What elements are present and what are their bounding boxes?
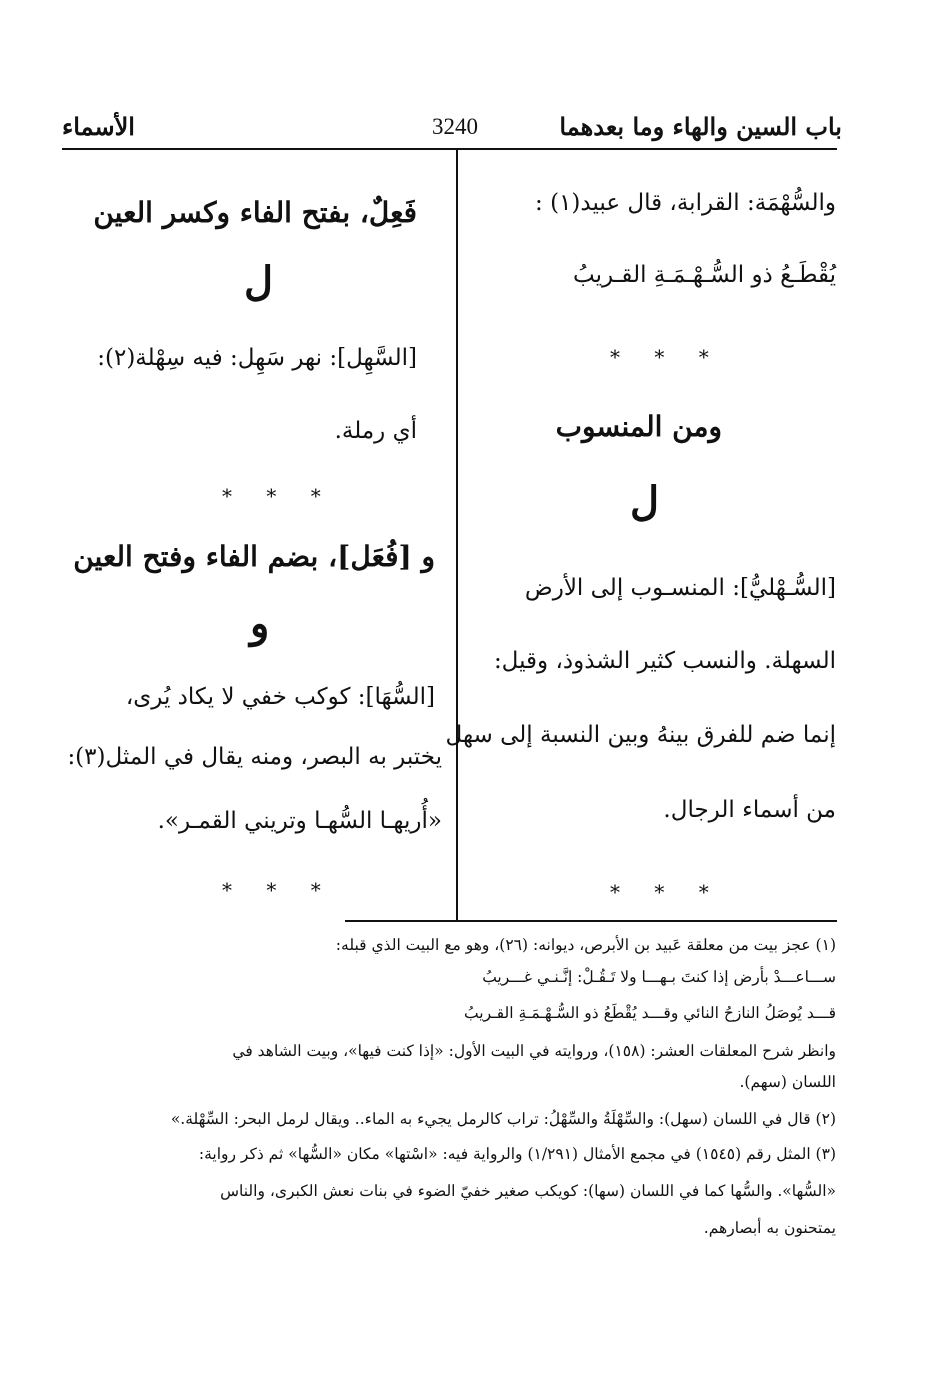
footnote-text-line: اللسان (سهم). (739, 1073, 836, 1091)
footnote-text-line: وانظر شرح المعلقات العشر: (١٥٨)، وروايته في البيت الأول: «إذا كنت فيها»، وبيت الشاهد في (232, 1042, 836, 1060)
header-chapter-title: الأسماء (62, 112, 135, 141)
footnote-1: (١) عجز بيت من معلقة عَبيد بن الأبرص، ديوانه: (٢٦)، وهو مع البيت الذي قبله: (335, 936, 836, 954)
entry-text-line: يختبر به البصر، ومنه يقال في المثل(٣): (67, 744, 442, 770)
separator-stars: * * * (610, 880, 723, 904)
section-heading-fual: و [فُعَل]، بضم الفاء وفتح العين (73, 540, 435, 573)
entry-sahil-line: [السَّهِل]: نهر سَهِل: فيه سِهْلة(٢): (97, 345, 417, 371)
footnote-2: (٢) قال في اللسان (سهل): والسِّهْلَةُ والسِّهْلُ: تراب كالرمل يجيء به الماء.. ويقال لرمل البحر: السِّهْلة.» (170, 1110, 836, 1128)
root-letter-lam: ل (244, 258, 274, 305)
entry-text-line: أي رملة. (334, 418, 417, 444)
header-section-title: باب السين والهاء وما بعدهما (559, 112, 842, 141)
entry-sahma-line: والسُّهْمَة: القرابة، قال عبيد(١) : (535, 190, 836, 216)
section-heading-mansub: ومن المنسوب (555, 410, 722, 443)
verse-line: يُقْطَـعُ ذو السُّـهْـمَـةِ القـريبُ (573, 262, 836, 288)
entry-text-line: السهلة. والنسب كثير الشذوذ، وقيل: (493, 648, 836, 674)
entry-text-line: من أسماء الرجال. (663, 797, 836, 823)
footnote-verse: قـــد يُوصَلُ النازحُ النائي وقـــد يُقْطَعُ ذو السُّـهْـمَـةِ القـريبُ (464, 1004, 836, 1022)
separator-stars: * * * (610, 345, 723, 369)
root-letter-lam: ل (630, 478, 660, 525)
root-letter-waw: و (250, 600, 270, 647)
footnote-rule (345, 920, 837, 922)
entry-text-line: إنما ضم للفرق بينهُ وبين النسبة إلى سهل (445, 722, 836, 748)
column-divider (456, 150, 458, 920)
page-number: 3240 (432, 114, 478, 139)
entry-suha-line: [السُّهَا]: كوكب خفي لا يكاد يُرى، (125, 684, 435, 710)
footnote-3: (٣) المثل رقم (١٥٤٥) في مجمع الأمثال (١/٢٩١) والرواية فيه: «اسْتها» مكان «السُّها» ثم ذكر رواية: (198, 1145, 836, 1163)
footnote-verse: ســـاعـــدْ بأرض إذا كنتَ بـهـــا ولا تَـقُـلْ: إنَّـنـي غـــريبُ (482, 968, 836, 986)
footnote-text-line: «السُّها». والسُّها كما في اللسان (سها): كويكب صغير خفيّ الضوء في بنات نعش الكبرى، والناس (220, 1182, 836, 1200)
entry-sahli-line: [السُّـهْليُّ]: المنسـوب إلى الأرض (524, 575, 836, 601)
proverb-line: «أُريهـا السُّهـا وتريني القمـر». (157, 808, 442, 834)
separator-stars: * * * (222, 484, 335, 508)
section-heading-fail: فَعِلٌ، بفتح الفاء وكسر العين (93, 196, 417, 229)
separator-stars: * * * (222, 878, 335, 902)
footnote-text-line: يمتحنون به أبصارهم. (703, 1219, 836, 1237)
header-rule (62, 148, 837, 150)
